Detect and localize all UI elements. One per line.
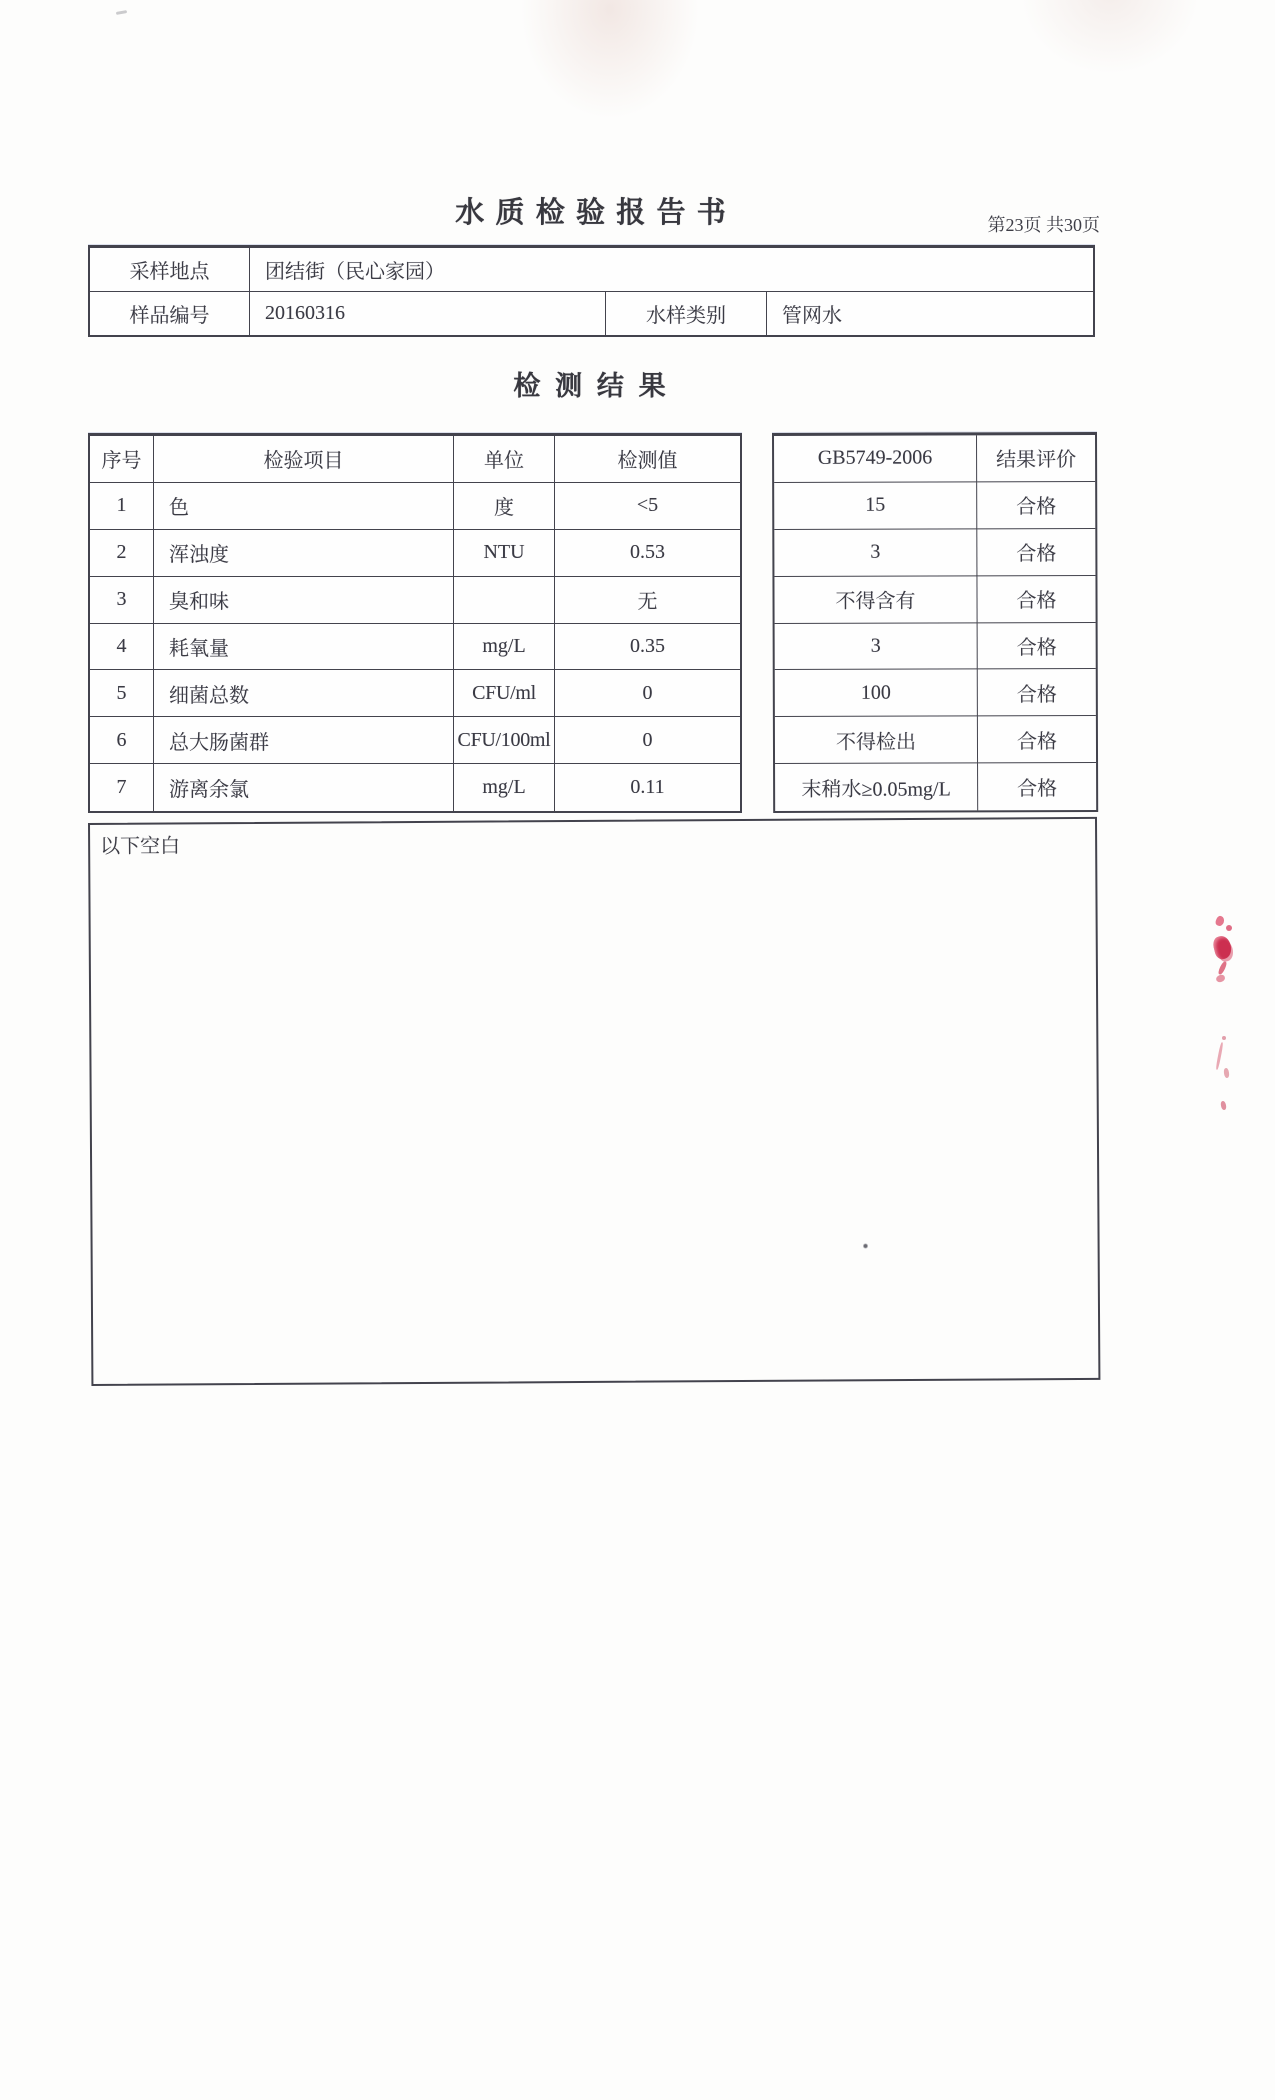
- stamp-fragment: [1215, 974, 1226, 983]
- row-index: 4: [90, 624, 154, 671]
- scan-speck: [863, 1243, 868, 1249]
- row-unit: CFU/ml: [454, 670, 555, 717]
- row-value: 0.53: [555, 530, 740, 577]
- row-unit: 度: [454, 483, 555, 530]
- stamp-fragment: [1223, 1068, 1229, 1079]
- stamp-fragment: [1226, 925, 1232, 931]
- row-item: 浑浊度: [154, 530, 454, 577]
- row-evaluation: 合格: [977, 529, 1095, 576]
- row-value: 无: [555, 577, 740, 624]
- row-index: 5: [90, 670, 154, 717]
- stamp-fragment: [1217, 961, 1228, 976]
- row-unit: CFU/100ml: [454, 717, 555, 764]
- row-index: 1: [90, 483, 154, 530]
- row-unit: NTU: [454, 530, 555, 577]
- row-unit: mg/L: [454, 764, 555, 811]
- row-value: <5: [555, 483, 740, 530]
- scan-smudge: [520, 0, 700, 120]
- sample-number-label: 样品编号: [90, 292, 250, 336]
- row-evaluation: 合格: [1017, 778, 1058, 801]
- col-header-standard: GB5749-2006: [774, 435, 977, 483]
- water-type-value: 管网水: [782, 304, 842, 327]
- scan-smudge: [1020, 0, 1200, 75]
- page-indicator: 第23页 共30页: [987, 215, 1100, 235]
- stamp-fragment: [1222, 1036, 1226, 1040]
- col-header-value: 检测值: [555, 436, 740, 483]
- row-value: 0.35: [555, 624, 740, 671]
- row-standard: 3: [775, 623, 978, 671]
- stamp-fragment: [1215, 915, 1226, 927]
- row-evaluation: 合格: [977, 576, 1095, 623]
- col-header-evaluation: 结果评价: [977, 435, 1095, 482]
- row-item: 色: [154, 483, 454, 530]
- blank-below-note: 以下空白: [100, 835, 181, 858]
- row-standard: 不得含有: [774, 576, 977, 624]
- row-index: 7: [90, 764, 154, 811]
- row-unit: [454, 577, 555, 624]
- stamp-fragment: [1215, 1042, 1223, 1070]
- sample-info-table: [88, 245, 1095, 337]
- row-standard: 100: [775, 670, 978, 718]
- row-value: 0.11: [630, 776, 665, 799]
- results-table-right: [772, 432, 1098, 813]
- row-standard: 不得检出: [775, 717, 978, 765]
- row-item: 臭和味: [154, 577, 454, 624]
- row-unit: mg/L: [454, 624, 555, 671]
- results-table-left: [88, 433, 742, 813]
- row-index: 3: [90, 577, 154, 624]
- row-evaluation: 合格: [978, 716, 1096, 763]
- blank-area-box: [88, 817, 1100, 1386]
- row-item: 游离余氯: [154, 764, 454, 811]
- row-standard: 15: [774, 482, 977, 530]
- row-item: 耗氧量: [154, 624, 454, 671]
- stamp-fragment: [1211, 934, 1233, 960]
- report-title: 水 质 检 验 报 告 书: [455, 197, 728, 229]
- col-header-index: 序号: [90, 436, 154, 483]
- row-item: 细菌总数: [154, 670, 454, 717]
- scan-smudge: [116, 10, 127, 15]
- row-standard: 末稍水≥0.05mg/L: [775, 763, 978, 811]
- row-evaluation: 合格: [978, 669, 1096, 716]
- stamp-fragment: [1220, 1101, 1227, 1111]
- row-value: 0: [555, 717, 740, 764]
- sample-number-value: 20160316: [250, 292, 606, 336]
- row-standard: 3: [774, 529, 977, 577]
- row-value: 0: [555, 670, 740, 717]
- row-evaluation: 合格: [978, 622, 1096, 669]
- sample-location-label: 采样地点: [90, 248, 250, 292]
- row-index: 6: [90, 717, 154, 764]
- water-type-label: 水样类别: [606, 292, 767, 336]
- row-item: 总大肠菌群: [154, 717, 454, 764]
- sample-location-value: 团结街（民心家园）: [250, 248, 1093, 292]
- row-index: 2: [90, 530, 154, 577]
- section-heading: 检 测 结 果: [513, 371, 670, 401]
- col-header-item: 检验项目: [154, 436, 454, 483]
- col-header-unit: 单位: [454, 436, 555, 483]
- row-evaluation: 合格: [977, 482, 1095, 529]
